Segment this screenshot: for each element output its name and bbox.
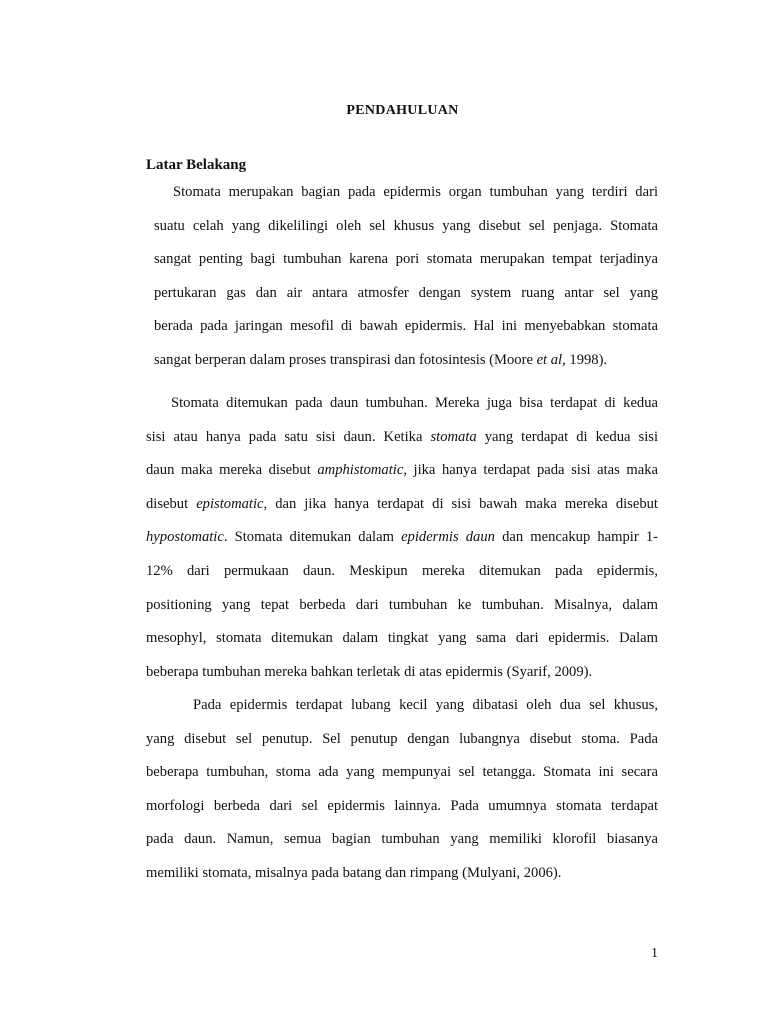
italic-term: amphistomatic — [317, 462, 404, 479]
text-run: beberapa tumbuhan, stoma ada yang mempunyai sel tetangga. Stomata ini secara — [146, 764, 658, 781]
page-number: 1 — [651, 946, 658, 961]
text-run: Stomata ditemukan pada daun tumbuhan. Mereka juga bisa terdapat di kedua — [171, 395, 658, 411]
text-run: daun maka mereka disebut — [146, 462, 318, 479]
text-run: . Stomata ditemukan dalam — [223, 529, 402, 546]
text-run: mesophyl, stomata ditemukan dalam tingkat yang sama dari epidermis. Dalam — [146, 630, 658, 647]
text-run: berada pada jaringan mesofil di bawah epidermis. Hal ini menyebabkan stomata — [154, 318, 658, 335]
text-line — [146, 756, 658, 790]
text-run: morfologi berbeda dari sel epidermis lainnya. Pada umumnya stomata terdapat — [146, 797, 658, 814]
text-line — [146, 387, 658, 421]
text-run: dan mencakup hampir 1- — [494, 529, 658, 546]
section-heading: Latar Belakang — [146, 157, 247, 173]
italic-term: et al, — [536, 351, 566, 368]
text-run: Pada epidermis terdapat lubang kecil yang dibatasi oleh dua sel khusus, — [193, 697, 658, 713]
text-run: beberapa tumbuhan mereka bahkan terletak di atas epidermis (Syarif, 2009). — [146, 663, 593, 680]
text-line — [146, 555, 658, 589]
text-run: pada daun. Namun, semua bagian tumbuhan yang memiliki klorofil biasanya — [146, 831, 658, 848]
italic-term: epistomatic — [196, 495, 264, 512]
text-run: sangat berperan dalam proses transpirasi dan fotosintesis (Moore — [154, 351, 537, 368]
text-line — [146, 656, 658, 690]
text-run: , jika hanya terdapat pada sisi atas maka — [403, 462, 658, 479]
text-run: yang terdapat di kedua sisi — [476, 428, 658, 445]
text-line — [146, 421, 658, 455]
text-run: disebut — [146, 495, 197, 512]
italic-term: epidermis daun — [401, 529, 495, 546]
text-line — [154, 310, 658, 344]
text-run: memiliki stomata, misalnya pada batang dan rimpang (Mulyani, 2006). — [146, 864, 562, 881]
text-run: pertukaran gas dan air antara atmosfer dengan system ruang antar sel yang — [154, 284, 658, 301]
text-run: yang disebut sel penutup. Sel penutup dengan lubangnya disebut stoma. Pada — [146, 730, 658, 747]
text-line — [146, 622, 658, 656]
text-run: positioning yang tepat berbeda dari tumbuhan ke tumbuhan. Misalnya, dalam — [146, 596, 658, 613]
text-run: , dan jika hanya terdapat di sisi bawah maka mereka disebut — [263, 495, 658, 512]
text-run: Stomata merupakan bagian pada epidermis organ tumbuhan yang terdiri dari — [173, 184, 658, 200]
text-run: sisi atau hanya pada satu sisi daun. Ketika — [146, 428, 431, 445]
text-line — [146, 823, 658, 857]
paragraph-3 — [146, 689, 658, 891]
text-line — [154, 176, 658, 210]
paragraph-1 — [154, 176, 658, 378]
text-line — [154, 243, 658, 277]
text-run: 12% dari permukaan daun. Meskipun mereka ditemukan pada epidermis, — [146, 562, 658, 579]
paragraph-2 — [146, 387, 658, 689]
text-line — [154, 344, 658, 378]
text-line — [146, 689, 658, 723]
italic-term: hypostomatic — [146, 529, 224, 546]
text-line — [154, 277, 658, 311]
text-run: 1998). — [565, 351, 608, 368]
text-line — [146, 488, 658, 522]
text-line — [146, 723, 658, 757]
text-run: suatu celah yang dikelilingi oleh sel khusus yang disebut sel penjaga. Stomata — [154, 217, 658, 234]
text-line — [154, 210, 658, 244]
text-line — [146, 589, 658, 623]
page-title: PENDAHULUAN — [346, 103, 459, 118]
text-line — [146, 454, 658, 488]
text-line — [146, 857, 658, 891]
text-line — [146, 790, 658, 824]
italic-term: stomata — [430, 428, 477, 445]
text-line — [146, 521, 658, 555]
text-run: sangat penting bagi tumbuhan karena pori stomata merupakan tempat terjadinya — [154, 251, 658, 268]
